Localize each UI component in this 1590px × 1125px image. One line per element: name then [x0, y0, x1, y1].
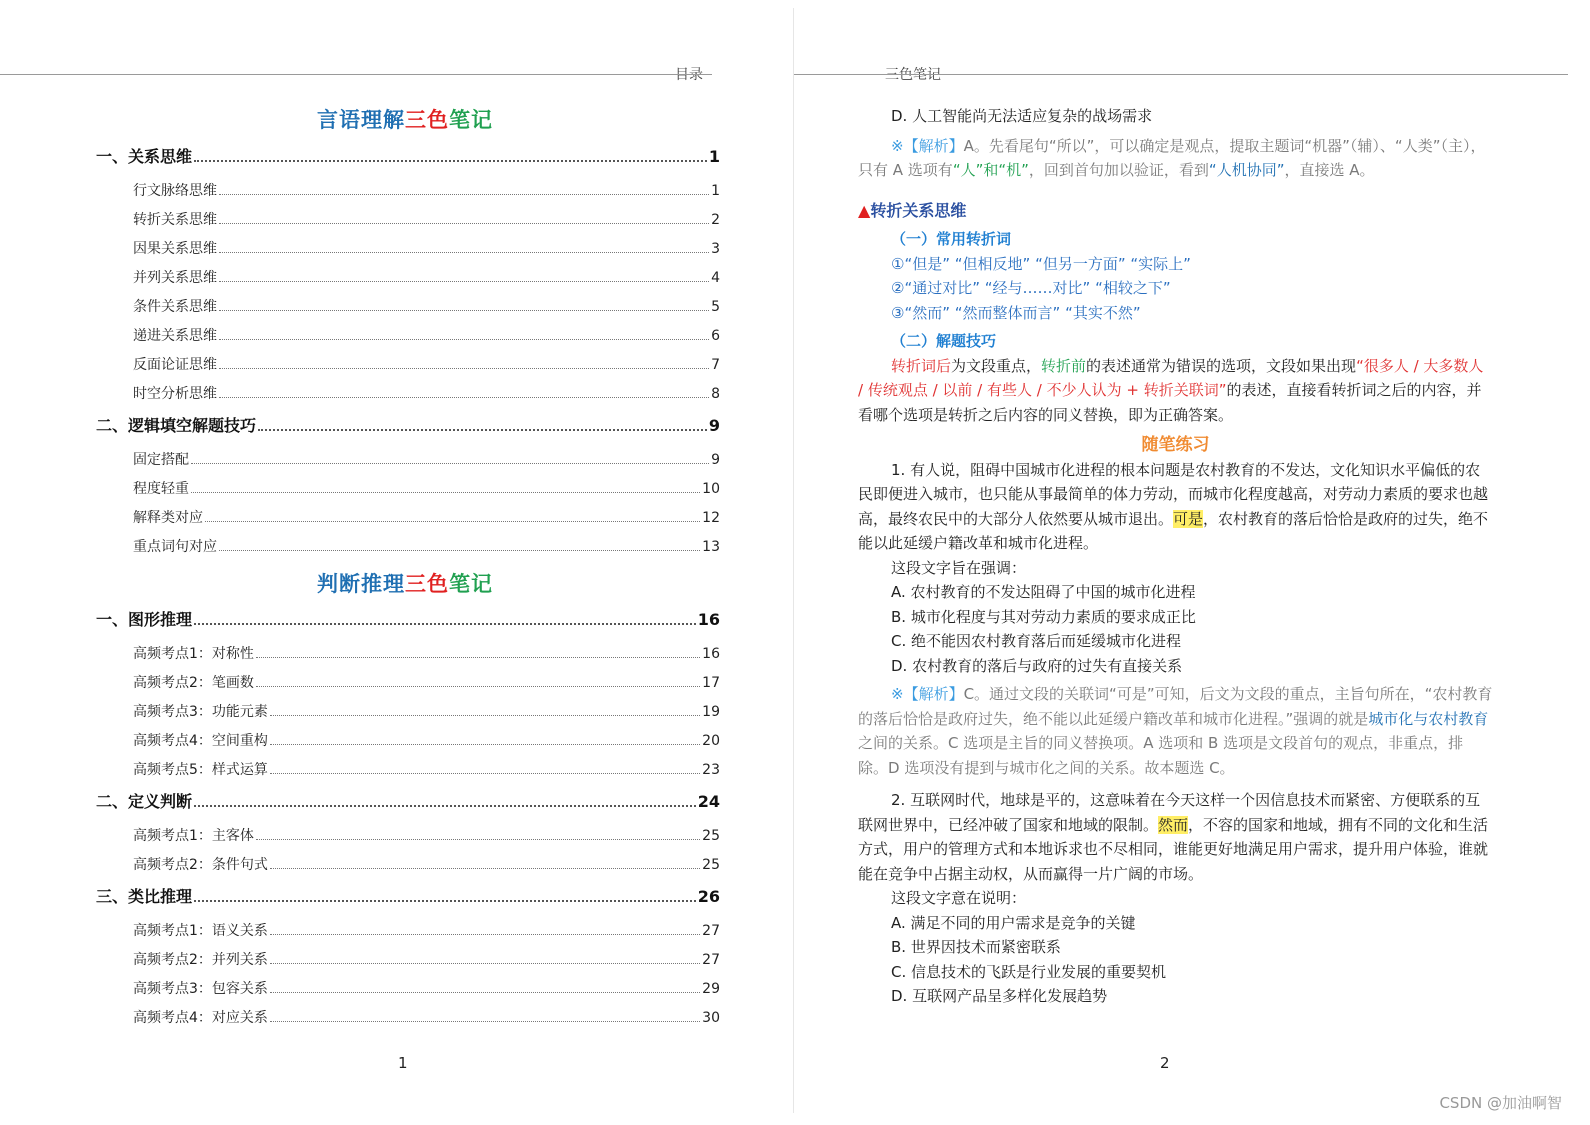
- toc-section-title-1: 言语理解三色笔记: [317, 108, 493, 132]
- toc-label: 重点词句对应: [133, 539, 217, 555]
- toc-leader-dots: [194, 805, 696, 807]
- toc-leader-dots: [219, 368, 709, 369]
- toc-page-number: 9: [711, 452, 720, 468]
- toc-leader-dots: [219, 550, 700, 551]
- toc-leader-dots: [258, 429, 707, 431]
- toc-entry-row[interactable]: [133, 180, 720, 200]
- subsection-title-1: （一）常用转折词: [891, 230, 1012, 248]
- right-page: [794, 8, 1590, 1113]
- toc-label: 二、定义判断: [96, 792, 193, 811]
- header-rule: [794, 74, 1568, 75]
- subsection-title-2: （二）解题技巧: [891, 332, 997, 350]
- toc-label: 转折关系思维: [133, 212, 217, 228]
- toc-leader-dots: [205, 521, 700, 522]
- running-head: 三色笔记: [885, 67, 941, 83]
- toc-page-number: 6: [711, 328, 720, 344]
- toc-label: 固定搭配: [133, 452, 189, 468]
- transition-words-3: ③“然而” “然而整体而言” “其实不然”: [891, 303, 1141, 322]
- toc-entry-row[interactable]: [133, 701, 720, 721]
- toc-page-number: 2: [711, 212, 720, 228]
- toc-page-number: 5: [711, 299, 720, 315]
- toc-label: 条件关系思维: [133, 299, 217, 315]
- toc-page-number: 13: [702, 539, 720, 555]
- toc-label: 因果关系思维: [133, 241, 217, 257]
- practice-title: 随笔练习: [1141, 435, 1210, 455]
- question-2-stem: 这段文字意在说明：: [891, 889, 1027, 907]
- page-number: 1: [398, 1054, 408, 1072]
- toc-label: 一、关系思维: [96, 147, 193, 166]
- toc-entry-row[interactable]: [133, 536, 720, 556]
- toc-leader-dots: [270, 744, 700, 745]
- toc-page-number: 25: [702, 828, 720, 844]
- toc-leader-dots: [194, 623, 696, 625]
- right-page-body: [858, 104, 1493, 1009]
- toc-page-number: 9: [708, 416, 720, 435]
- toc-entry-row[interactable]: [133, 449, 720, 469]
- toc-page-number: 1: [711, 183, 720, 199]
- toc-label: 高频考点2：并列关系: [133, 952, 268, 968]
- toc-leader-dots: [270, 773, 700, 774]
- toc-leader-dots: [219, 310, 709, 311]
- toc-leader-dots: [219, 339, 709, 340]
- toc-label: 高频考点3：功能元素: [133, 704, 268, 720]
- toc-leader-dots: [194, 160, 707, 162]
- toc-entry-row[interactable]: [133, 209, 720, 229]
- toc-leader-dots: [256, 686, 700, 687]
- toc-chapter-row[interactable]: [96, 413, 720, 436]
- transition-words-2: ②“通过对比” “经与……对比” “相较之下”: [891, 279, 1171, 297]
- toc-leader-dots: [194, 900, 696, 902]
- toc-label: 一、图形推理: [96, 610, 193, 629]
- question-1-option-d: D. 农村教育的落后与政府的过失有直接关系: [891, 656, 1183, 675]
- toc-page-number: 12: [702, 510, 720, 526]
- toc-chapter-row[interactable]: [96, 789, 720, 812]
- toc-label: 反面论证思维: [133, 357, 217, 373]
- question-2: 2. 互联网时代，地球是平的，这意味着在今天这样一个因信息技术而紧密、方便联系的互联网世界中，已经冲破了国家和地域的限制。然而，不容的国家和地域，拥有不同的文化和生活方式，用户的管理方式和本地诉求也不尽相同，谁能更好地满足用户需求，提升用户体验，谁就能在竞争中占据主动权，从而赢得一片广阔的市场。: [858, 791, 1489, 883]
- toc-entry-row[interactable]: [133, 672, 720, 692]
- toc-leader-dots: [270, 868, 700, 869]
- question-1: 1. 有人说，阻碍中国城市化进程的根本问题是农村教育的不发达，文化知识水平偏低的农民即便进入城市，也只能从事最简单的体力劳动，而城市化程度越高，对劳动力素质的要求也越高，最终农民中的大部分人依然要从城市退出。可是，农村教育的落后恰恰是政府的过失，绝不能以此延缓户籍改革和城市化进程。: [858, 460, 1489, 552]
- toc-leader-dots: [256, 657, 700, 658]
- toc-label: 高频考点1：语义关系: [133, 923, 268, 939]
- toc-entry-row[interactable]: [133, 354, 720, 374]
- toc-page-number: 20: [702, 733, 720, 749]
- toc-label: 高频考点1：主客体: [133, 828, 254, 844]
- toc-label: 高频考点2：笔画数: [133, 675, 254, 691]
- toc-leader-dots: [219, 281, 709, 282]
- toc-page-number: 27: [702, 952, 720, 968]
- question-1-option-a: A. 农村教育的不发达阻碍了中国的城市化进程: [891, 583, 1196, 601]
- left-page: [0, 8, 794, 1113]
- toc-entry-row[interactable]: [133, 978, 720, 998]
- toc-label: 程度轻重: [133, 481, 189, 497]
- toc-entry-row[interactable]: [133, 920, 720, 940]
- toc-leader-dots: [270, 934, 700, 935]
- toc-page-number: 1: [708, 147, 720, 166]
- toc-page-number: 30: [702, 1010, 720, 1026]
- toc-entry-row[interactable]: [133, 238, 720, 258]
- toc-entry-row[interactable]: [133, 296, 720, 316]
- toc-page-number: 17: [702, 675, 720, 691]
- toc-page-number: 24: [697, 792, 720, 811]
- toc-page-number: 23: [702, 762, 720, 778]
- toc-page-number: 4: [711, 270, 720, 286]
- watermark: CSDN @加油啊智: [1439, 1094, 1562, 1112]
- toc-leader-dots: [219, 252, 709, 253]
- toc-entry-row[interactable]: [133, 759, 720, 779]
- toc-page-number: 25: [702, 857, 720, 873]
- toc-page-number: 8: [711, 386, 720, 402]
- toc-page-number: 10: [702, 481, 720, 497]
- toc-entry-row[interactable]: [133, 825, 720, 845]
- toc-section-title-2: 判断推理三色笔记: [317, 572, 493, 596]
- toc-label: 高频考点4：对应关系: [133, 1010, 268, 1026]
- toc-entry-row[interactable]: [133, 643, 720, 663]
- toc-label: 递进关系思维: [133, 328, 217, 344]
- question-1-option-b: B. 城市化程度与其对劳动力素质的要求成正比: [891, 607, 1196, 626]
- toc-leader-dots: [270, 963, 700, 964]
- prev-option-d: D. 人工智能尚无法适应复杂的战场需求: [891, 107, 1153, 125]
- toc-page-number: 29: [702, 981, 720, 997]
- triangle-icon: ▲: [858, 200, 871, 220]
- question-1-stem: 这段文字旨在强调：: [891, 558, 1027, 577]
- toc-leader-dots: [219, 223, 709, 224]
- toc-entry-row[interactable]: [133, 949, 720, 969]
- toc-page-number: 27: [702, 923, 720, 939]
- section-title: ▲转折关系思维: [858, 200, 967, 220]
- toc-chapter-row[interactable]: [96, 144, 720, 167]
- header-rule: [0, 74, 712, 75]
- toc-label: 时空分析思维: [133, 386, 217, 402]
- toc-leader-dots: [270, 1021, 700, 1022]
- toc-label: 高频考点5：样式运算: [133, 762, 268, 778]
- question-2-option-b: B. 世界因技术而紧密联系: [891, 938, 1061, 956]
- toc-page-number: 26: [697, 887, 720, 906]
- transition-words-1: ①“但是” “但相反地” “但另一方面” “实际上”: [891, 254, 1191, 273]
- question-2-option-d: D. 互联网产品呈多样化发展趋势: [891, 987, 1108, 1005]
- question-2-option-a: A. 满足不同的用户需求是竞争的关键: [891, 913, 1136, 932]
- toc-leader-dots: [219, 194, 709, 195]
- analysis-2: ※【解析】C。通过文段的关联词“可是”可知，后文为文段的重点，主旨句所在，“农村教育的落后恰恰是政府过失，绝不能以此延缓户籍改革和城市化进程。”强调的就是城市化与农村教育之间的关系。C 选项是主旨的同义替换项。A 选项和 B 选项是文段首句的观点，非重点，排除。D 选项没有提到与城市化之间的关系。故本题选 C。: [858, 685, 1493, 777]
- toc-entry-row[interactable]: [133, 1007, 720, 1027]
- toc-label: 高频考点4：空间重构: [133, 733, 268, 749]
- toc-page-number: 7: [711, 357, 720, 373]
- toc-label: 三、类比推理: [96, 887, 193, 906]
- toc-entry-row[interactable]: [133, 383, 720, 403]
- toc-page-number: 16: [697, 610, 720, 629]
- running-head: 目录: [675, 67, 703, 83]
- toc-page-number: 16: [702, 646, 720, 662]
- page-number: 2: [1160, 1054, 1170, 1072]
- question-1-option-c: C. 绝不能因农村教育落后而延缓城市化进程: [891, 632, 1182, 650]
- toc-chapter-row[interactable]: [96, 607, 720, 630]
- toc-page-number: 19: [702, 704, 720, 720]
- toc-leader-dots: [191, 492, 700, 493]
- toc-entry-row[interactable]: [133, 478, 720, 498]
- toc-label: 高频考点2：条件句式: [133, 857, 268, 873]
- toc-label: 高频考点1：对称性: [133, 646, 254, 662]
- toc-label: 二、逻辑填空解题技巧: [96, 416, 257, 435]
- toc-label: 高频考点3：包容关系: [133, 981, 268, 997]
- toc-leader-dots: [219, 397, 709, 398]
- toc-entry-row[interactable]: [133, 325, 720, 345]
- toc-page-number: 3: [711, 241, 720, 257]
- toc-entry-row[interactable]: [133, 507, 720, 527]
- toc-leader-dots: [270, 715, 700, 716]
- toc-label: 并列关系思维: [133, 270, 217, 286]
- question-2-option-c: C. 信息技术的飞跃是行业发展的重要契机: [891, 962, 1167, 981]
- toc-entry-row[interactable]: [133, 267, 720, 287]
- toc-label: 解释类对应: [133, 510, 203, 526]
- solving-tip: 转折词后为文段重点，转折前的表述通常为错误的选项，文段如果出现“很多人 / 大多数人 / 传统观点 / 以前 / 有些人 / 不少人认为 + 转折关联词”的表述，直接看转折词之后的内容，并看哪个选项是转折之后内容的同义替换，即为正确答案。: [858, 356, 1484, 424]
- toc-entry-row[interactable]: [133, 730, 720, 750]
- toc-leader-dots: [191, 463, 709, 464]
- toc-leader-dots: [256, 839, 700, 840]
- toc-entry-row[interactable]: [133, 854, 720, 874]
- toc-label: 行文脉络思维: [133, 183, 217, 199]
- toc-chapter-row[interactable]: [96, 884, 720, 907]
- toc-leader-dots: [270, 992, 700, 993]
- analysis-1: ※【解析】A。先看尾句“所以”，可以确定是观点，提取主题词“机器”（辅）、“人类”（主），只有 A 选项有“人”和“机”，回到首句加以验证，看到“人机协同”，直接选 A。: [858, 136, 1486, 179]
